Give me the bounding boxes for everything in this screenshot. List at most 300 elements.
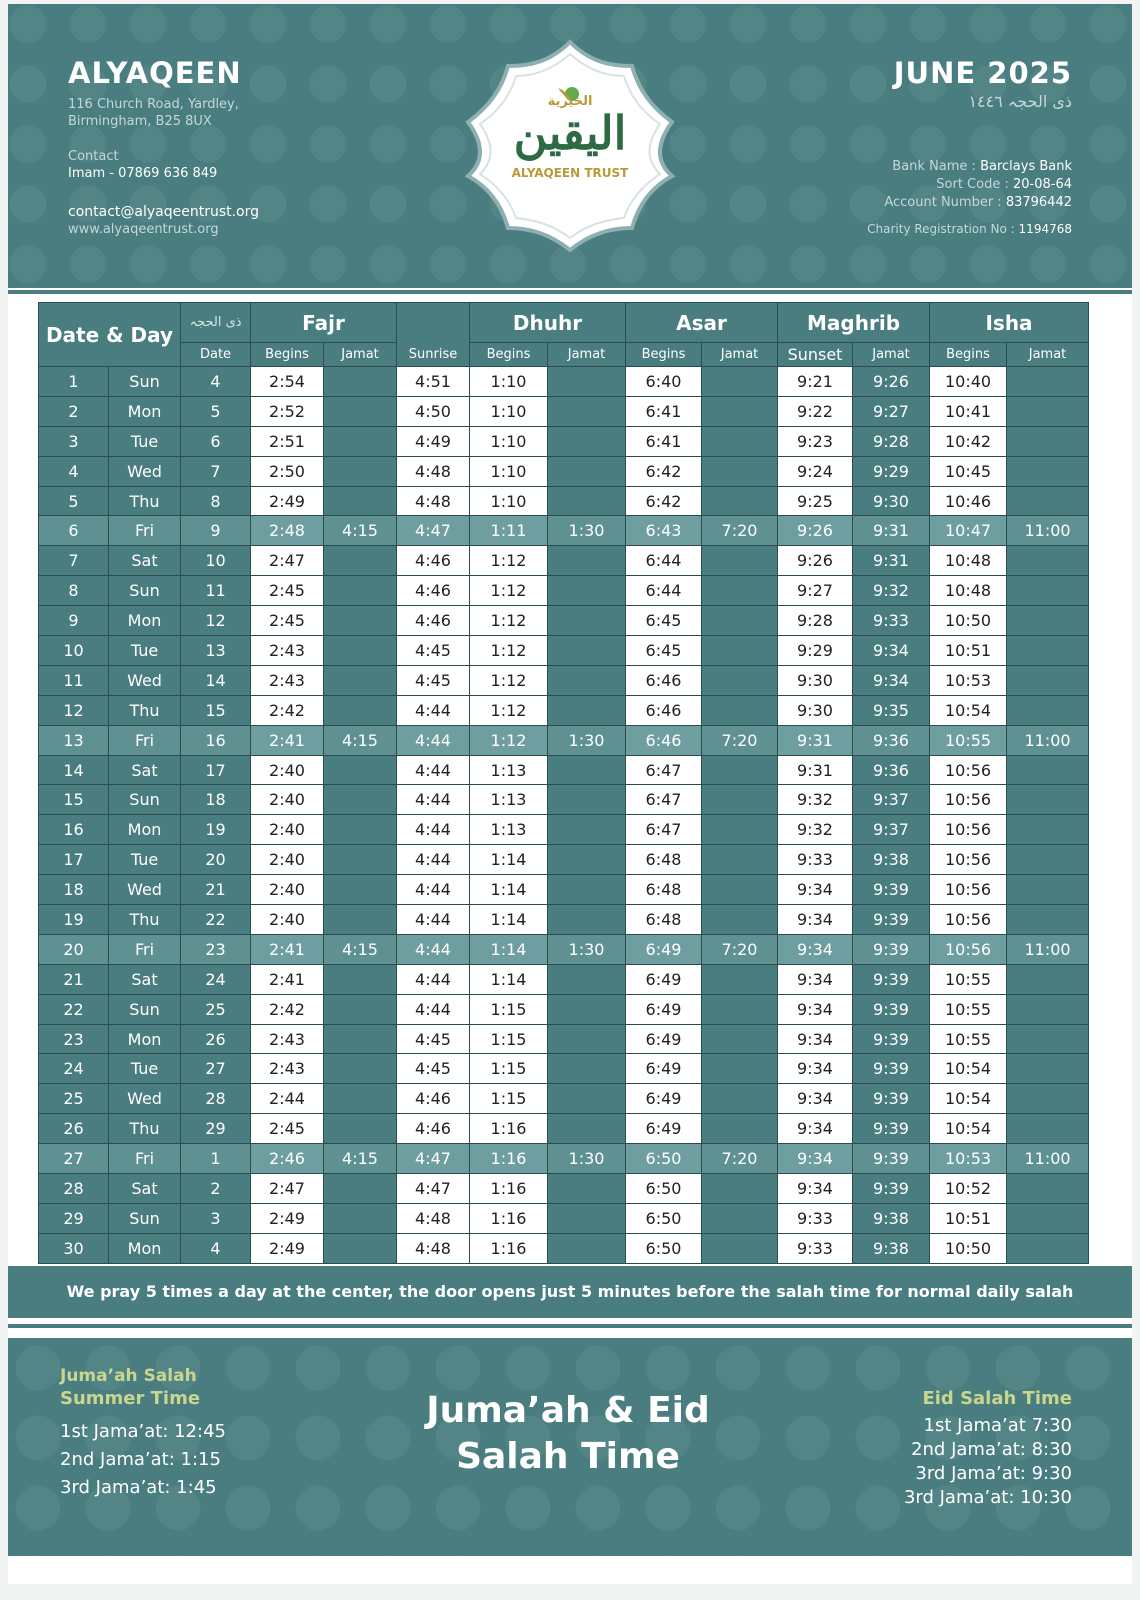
sort-code-row: [884, 176, 1072, 194]
cell-maghrib-jamat: 9:33: [853, 606, 930, 636]
cell-dhuhr-jamat: [548, 606, 626, 636]
cell-sunrise: 4:45: [397, 665, 470, 695]
cell-isha-jamat: [1007, 964, 1089, 994]
cell-day: Sat: [109, 755, 181, 785]
cell-fajr-begins: 2:47: [251, 546, 324, 576]
bank-details: [884, 158, 1072, 212]
table-row: [39, 755, 1089, 785]
cell-fajr-jamat: [324, 1203, 397, 1233]
cell-sunset: 9:34: [778, 905, 853, 935]
cell-day: Sat: [109, 546, 181, 576]
cell-sunset: 9:33: [778, 845, 853, 875]
website-link[interactable]: www.alyaqeentrust.org: [68, 222, 219, 237]
cell-hijri-date: 20: [181, 845, 251, 875]
cell-asar-begins: 6:48: [626, 845, 702, 875]
cell-fajr-jamat: [324, 426, 397, 456]
cell-fajr-begins: 2:49: [251, 1203, 324, 1233]
cell-hijri-date: 17: [181, 755, 251, 785]
cell-sunset: 9:28: [778, 606, 853, 636]
cell-asar-jamat: [702, 606, 778, 636]
cell-dhuhr-jamat: [548, 755, 626, 785]
cell-date: 6: [39, 516, 109, 546]
cell-sunset: 9:26: [778, 546, 853, 576]
table-row: [39, 1144, 1089, 1174]
cell-isha-jamat: [1007, 905, 1089, 935]
cell-maghrib-jamat: 9:38: [853, 845, 930, 875]
cell-dhuhr-begins: 1:13: [470, 815, 548, 845]
cell-dhuhr-jamat: [548, 1054, 626, 1084]
cell-date: 18: [39, 875, 109, 905]
table-row: [39, 367, 1089, 397]
cell-date: 8: [39, 576, 109, 606]
cell-isha-begins: 10:45: [930, 456, 1007, 486]
cell-sunrise: 4:46: [397, 576, 470, 606]
cell-hijri-date: 6: [181, 426, 251, 456]
cell-dhuhr-begins: 1:14: [470, 905, 548, 935]
cell-dhuhr-jamat: [548, 486, 626, 516]
cell-maghrib-jamat: 9:37: [853, 785, 930, 815]
cell-fajr-begins: 2:49: [251, 486, 324, 516]
cell-fajr-begins: 2:50: [251, 456, 324, 486]
cell-fajr-begins: 2:40: [251, 755, 324, 785]
table-row: [39, 934, 1089, 964]
cell-dhuhr-jamat: 1:30: [548, 725, 626, 755]
cell-asar-jamat: [702, 1084, 778, 1114]
cell-hijri-date: 27: [181, 1054, 251, 1084]
cell-hijri-date: 9: [181, 516, 251, 546]
cell-sunset: 9:26: [778, 516, 853, 546]
cell-sunset: 9:29: [778, 636, 853, 666]
cell-isha-begins: 10:54: [930, 1084, 1007, 1114]
cell-dhuhr-begins: 1:15: [470, 1084, 548, 1114]
cell-fajr-jamat: [324, 1024, 397, 1054]
cell-day: Fri: [109, 516, 181, 546]
cell-sunrise: 4:44: [397, 695, 470, 725]
cell-isha-begins: 10:54: [930, 1114, 1007, 1144]
cell-isha-jamat: [1007, 486, 1089, 516]
cell-asar-jamat: [702, 755, 778, 785]
cell-asar-begins: 6:49: [626, 964, 702, 994]
cell-maghrib-jamat: 9:39: [853, 1084, 930, 1114]
cell-asar-begins: 6:44: [626, 546, 702, 576]
cell-isha-begins: 10:55: [930, 1024, 1007, 1054]
cell-isha-begins: 10:53: [930, 665, 1007, 695]
cell-sunset: 9:25: [778, 486, 853, 516]
cell-isha-jamat: [1007, 1084, 1089, 1114]
table-row: [39, 875, 1089, 905]
contact-email[interactable]: contact@alyaqeentrust.org: [68, 204, 260, 220]
footer: [8, 1338, 1132, 1556]
cell-sunset: 9:30: [778, 695, 853, 725]
footer-divider: [8, 1324, 1132, 1328]
cell-dhuhr-begins: 1:13: [470, 755, 548, 785]
header-fajr-begins: Begins: [251, 343, 324, 367]
cell-sunrise: 4:44: [397, 815, 470, 845]
cell-dhuhr-begins: 1:12: [470, 546, 548, 576]
cell-hijri-date: 11: [181, 576, 251, 606]
cell-date: 19: [39, 905, 109, 935]
table-row: [39, 1084, 1089, 1114]
cell-isha-jamat: [1007, 546, 1089, 576]
cell-sunset: 9:34: [778, 1114, 853, 1144]
cell-asar-begins: 6:40: [626, 367, 702, 397]
cell-isha-begins: 10:55: [930, 725, 1007, 755]
cell-day: Thu: [109, 695, 181, 725]
header-asar-begins: Begins: [626, 343, 702, 367]
org-name: ALYAQEEN: [68, 56, 242, 90]
cell-maghrib-jamat: 9:39: [853, 1174, 930, 1204]
cell-sunrise: 4:44: [397, 964, 470, 994]
cell-asar-begins: 6:49: [626, 1084, 702, 1114]
cell-isha-jamat: [1007, 636, 1089, 666]
cell-maghrib-jamat: 9:39: [853, 1024, 930, 1054]
cell-hijri-date: 22: [181, 905, 251, 935]
cell-fajr-begins: 2:41: [251, 725, 324, 755]
cell-date: 10: [39, 636, 109, 666]
table-row: [39, 725, 1089, 755]
bank-name-label: Bank Name :: [892, 159, 981, 174]
cell-maghrib-jamat: 9:39: [853, 964, 930, 994]
cell-maghrib-jamat: 9:32: [853, 576, 930, 606]
cell-fajr-begins: 2:49: [251, 1233, 324, 1263]
cell-fajr-jamat: [324, 815, 397, 845]
header-fajr-jamat: Jamat: [324, 343, 397, 367]
eid-time: 1st Jama’at 7:30: [923, 1415, 1072, 1436]
trust-logo: [460, 36, 680, 256]
prayer-timetable: [38, 302, 1088, 1264]
cell-hijri-date: 29: [181, 1114, 251, 1144]
cell-hijri-date: 12: [181, 606, 251, 636]
cell-fajr-begins: 2:51: [251, 426, 324, 456]
cell-dhuhr-jamat: [548, 367, 626, 397]
cell-hijri-date: 3: [181, 1203, 251, 1233]
cell-fajr-jamat: [324, 606, 397, 636]
cell-date: 2: [39, 396, 109, 426]
table-row: [39, 905, 1089, 935]
cell-sunset: 9:31: [778, 725, 853, 755]
table-row: [39, 456, 1089, 486]
cell-fajr-begins: 2:48: [251, 516, 324, 546]
cell-hijri-date: 1: [181, 1144, 251, 1174]
cell-fajr-jamat: 4:15: [324, 516, 397, 546]
cell-sunrise: 4:44: [397, 755, 470, 785]
cell-fajr-jamat: 4:15: [324, 725, 397, 755]
cell-asar-jamat: [702, 785, 778, 815]
cell-dhuhr-begins: 1:15: [470, 994, 548, 1024]
cell-asar-begins: 6:49: [626, 1024, 702, 1054]
cell-sunrise: 4:48: [397, 1203, 470, 1233]
cell-sunset: 9:32: [778, 815, 853, 845]
cell-isha-jamat: 11:00: [1007, 725, 1089, 755]
cell-dhuhr-jamat: 1:30: [548, 1144, 626, 1174]
cell-asar-jamat: [702, 905, 778, 935]
cell-day: Sun: [109, 785, 181, 815]
cell-dhuhr-begins: 1:12: [470, 636, 548, 666]
cell-day: Thu: [109, 905, 181, 935]
cell-hijri-date: 10: [181, 546, 251, 576]
cell-maghrib-jamat: 9:39: [853, 875, 930, 905]
cell-sunset: 9:34: [778, 875, 853, 905]
cell-sunset: 9:34: [778, 1054, 853, 1084]
cell-asar-jamat: [702, 695, 778, 725]
cell-isha-jamat: [1007, 1114, 1089, 1144]
cell-dhuhr-jamat: [548, 905, 626, 935]
cell-day: Fri: [109, 725, 181, 755]
cell-asar-begins: 6:49: [626, 934, 702, 964]
jumah-time: 2nd Jama’at: 1:15: [60, 1449, 221, 1470]
cell-dhuhr-begins: 1:12: [470, 606, 548, 636]
cell-asar-jamat: [702, 994, 778, 1024]
cell-fajr-jamat: [324, 755, 397, 785]
cell-sunrise: 4:49: [397, 426, 470, 456]
cell-isha-begins: 10:56: [930, 875, 1007, 905]
cell-maghrib-jamat: 9:39: [853, 1054, 930, 1084]
cell-dhuhr-begins: 1:14: [470, 845, 548, 875]
cell-date: 1: [39, 367, 109, 397]
cell-fajr-begins: 2:40: [251, 815, 324, 845]
table-row: [39, 396, 1089, 426]
cell-dhuhr-begins: 1:10: [470, 367, 548, 397]
cell-isha-jamat: [1007, 875, 1089, 905]
cell-maghrib-jamat: 9:26: [853, 367, 930, 397]
cell-maghrib-jamat: 9:31: [853, 516, 930, 546]
cell-hijri-date: 23: [181, 934, 251, 964]
cell-asar-jamat: 7:20: [702, 725, 778, 755]
cell-fajr-jamat: [324, 905, 397, 935]
cell-maghrib-jamat: 9:39: [853, 905, 930, 935]
cell-asar-jamat: [702, 1203, 778, 1233]
cell-fajr-begins: 2:40: [251, 875, 324, 905]
cell-date: 29: [39, 1203, 109, 1233]
cell-sunrise: 4:45: [397, 1054, 470, 1084]
cell-asar-begins: 6:45: [626, 606, 702, 636]
table-row: [39, 695, 1089, 725]
cell-asar-begins: 6:46: [626, 665, 702, 695]
footer-title-line-1: Juma’ah & Eid: [426, 1390, 710, 1431]
cell-fajr-begins: 2:43: [251, 665, 324, 695]
jumah-time: 1st Jama’at: 12:45: [60, 1421, 226, 1442]
cell-fajr-jamat: [324, 665, 397, 695]
cell-date: 15: [39, 785, 109, 815]
cell-day: Tue: [109, 426, 181, 456]
cell-isha-jamat: 11:00: [1007, 1144, 1089, 1174]
cell-maghrib-jamat: 9:28: [853, 426, 930, 456]
sort-code-label: Sort Code :: [936, 177, 1013, 192]
cell-day: Mon: [109, 1233, 181, 1263]
table-row: [39, 964, 1089, 994]
cell-isha-jamat: [1007, 994, 1089, 1024]
cell-fajr-jamat: [324, 396, 397, 426]
cell-asar-jamat: [702, 426, 778, 456]
cell-asar-begins: 6:49: [626, 1054, 702, 1084]
cell-dhuhr-begins: 1:10: [470, 426, 548, 456]
cell-asar-begins: 6:41: [626, 396, 702, 426]
cell-isha-begins: 10:56: [930, 755, 1007, 785]
cell-hijri-date: 13: [181, 636, 251, 666]
cell-isha-jamat: [1007, 367, 1089, 397]
cell-asar-jamat: 7:20: [702, 516, 778, 546]
cell-dhuhr-jamat: [548, 815, 626, 845]
cell-isha-jamat: [1007, 456, 1089, 486]
table-row: [39, 1203, 1089, 1233]
cell-sunset: 9:34: [778, 1024, 853, 1054]
charity-registration: [867, 222, 1072, 236]
cell-sunrise: 4:44: [397, 875, 470, 905]
cell-day: Thu: [109, 1114, 181, 1144]
cell-fajr-jamat: [324, 785, 397, 815]
cell-dhuhr-begins: 1:16: [470, 1203, 548, 1233]
eid-time: 2nd Jama’at: 8:30: [911, 1439, 1072, 1460]
table-row: [39, 426, 1089, 456]
cell-isha-jamat: [1007, 1203, 1089, 1233]
cell-dhuhr-jamat: [548, 1203, 626, 1233]
cell-hijri-date: 26: [181, 1024, 251, 1054]
header-asar: Asar: [626, 303, 778, 343]
cell-isha-jamat: [1007, 845, 1089, 875]
header-fajr: Fajr: [251, 303, 397, 343]
cell-sunrise: 4:44: [397, 845, 470, 875]
table-row: [39, 785, 1089, 815]
cell-asar-jamat: [702, 1174, 778, 1204]
cell-dhuhr-begins: 1:16: [470, 1114, 548, 1144]
cell-isha-jamat: 11:00: [1007, 516, 1089, 546]
cell-isha-jamat: [1007, 606, 1089, 636]
cell-fajr-begins: 2:40: [251, 845, 324, 875]
cell-sunrise: 4:46: [397, 1084, 470, 1114]
cell-fajr-jamat: [324, 576, 397, 606]
cell-day: Tue: [109, 636, 181, 666]
cell-hijri-date: 24: [181, 964, 251, 994]
cell-day: Wed: [109, 1084, 181, 1114]
header-dhuhr-begins: Begins: [470, 343, 548, 367]
cell-asar-jamat: [702, 665, 778, 695]
table-row: [39, 1024, 1089, 1054]
cell-fajr-jamat: 4:15: [324, 934, 397, 964]
cell-dhuhr-begins: 1:16: [470, 1174, 548, 1204]
notice-banner: We pray 5 times a day at the center, the door opens just 5 minutes before the salah time for normal daily salah: [8, 1266, 1132, 1318]
header-sunrise: Sunrise: [397, 303, 470, 367]
cell-day: Mon: [109, 815, 181, 845]
header-sunset: Sunset: [778, 343, 853, 367]
cell-sunrise: 4:51: [397, 367, 470, 397]
cell-fajr-jamat: [324, 1233, 397, 1263]
cell-asar-jamat: [702, 875, 778, 905]
cell-day: Sat: [109, 964, 181, 994]
cell-dhuhr-begins: 1:12: [470, 576, 548, 606]
contact-label: Contact: [68, 149, 119, 164]
cell-dhuhr-begins: 1:12: [470, 725, 548, 755]
cell-fajr-jamat: [324, 994, 397, 1024]
cell-isha-jamat: [1007, 576, 1089, 606]
cell-isha-begins: 10:55: [930, 994, 1007, 1024]
cell-hijri-date: 14: [181, 665, 251, 695]
cell-fajr-begins: 2:44: [251, 1084, 324, 1114]
table-row: [39, 606, 1089, 636]
table-row: [39, 994, 1089, 1024]
cell-dhuhr-begins: 1:10: [470, 456, 548, 486]
cell-dhuhr-jamat: [548, 994, 626, 1024]
cell-fajr-jamat: [324, 546, 397, 576]
table-row: [39, 546, 1089, 576]
logo-arabic-small: الخيرية: [547, 94, 593, 109]
cell-hijri-date: 15: [181, 695, 251, 725]
cell-asar-begins: 6:42: [626, 486, 702, 516]
cell-date: 9: [39, 606, 109, 636]
cell-asar-jamat: [702, 1114, 778, 1144]
cell-fajr-begins: 2:52: [251, 396, 324, 426]
cell-date: 5: [39, 486, 109, 516]
cell-dhuhr-jamat: [548, 665, 626, 695]
cell-sunrise: 4:45: [397, 1024, 470, 1054]
cell-maghrib-jamat: 9:34: [853, 636, 930, 666]
cell-fajr-jamat: [324, 964, 397, 994]
cell-dhuhr-jamat: [548, 1174, 626, 1204]
cell-asar-jamat: [702, 486, 778, 516]
org-address: [68, 96, 298, 130]
cell-asar-begins: 6:47: [626, 755, 702, 785]
cell-date: 24: [39, 1054, 109, 1084]
cell-day: Wed: [109, 456, 181, 486]
cell-date: 14: [39, 755, 109, 785]
cell-isha-begins: 10:50: [930, 1233, 1007, 1263]
table-row: [39, 665, 1089, 695]
eid-time: 3rd Jama’at: 10:30: [903, 1487, 1072, 1508]
cell-maghrib-jamat: 9:36: [853, 725, 930, 755]
cell-asar-begins: 6:50: [626, 1233, 702, 1263]
cell-fajr-jamat: [324, 636, 397, 666]
cell-sunset: 9:30: [778, 665, 853, 695]
cell-sunrise: 4:46: [397, 546, 470, 576]
cell-asar-begins: 6:46: [626, 695, 702, 725]
cell-sunrise: 4:47: [397, 516, 470, 546]
cell-date: 21: [39, 964, 109, 994]
charity-number: 1194768: [1018, 222, 1072, 236]
cell-sunrise: 4:48: [397, 456, 470, 486]
cell-asar-begins: 6:44: [626, 576, 702, 606]
cell-date: 25: [39, 1084, 109, 1114]
cell-date: 22: [39, 994, 109, 1024]
cell-isha-jamat: [1007, 1054, 1089, 1084]
address-line-1: 116 Church Road, Yardley,: [68, 97, 239, 112]
cell-isha-jamat: [1007, 1233, 1089, 1263]
table-row: [39, 1233, 1089, 1263]
cell-asar-begins: 6:50: [626, 1174, 702, 1204]
cell-sunset: 9:27: [778, 576, 853, 606]
header-hijri-date: Date: [181, 343, 251, 367]
cell-asar-begins: 6:48: [626, 875, 702, 905]
account-label: Account Number :: [884, 195, 1006, 210]
jumah-label: Juma’ah Salah: [60, 1366, 197, 1386]
cell-date: 28: [39, 1174, 109, 1204]
cell-isha-begins: 10:56: [930, 815, 1007, 845]
cell-sunset: 9:34: [778, 934, 853, 964]
cell-fajr-begins: 2:41: [251, 934, 324, 964]
cell-fajr-jamat: [324, 456, 397, 486]
cell-fajr-jamat: [324, 486, 397, 516]
cell-dhuhr-jamat: 1:30: [548, 934, 626, 964]
cell-dhuhr-begins: 1:10: [470, 396, 548, 426]
cell-maghrib-jamat: 9:27: [853, 396, 930, 426]
cell-isha-begins: 10:40: [930, 367, 1007, 397]
cell-isha-begins: 10:50: [930, 606, 1007, 636]
cell-sunrise: 4:44: [397, 905, 470, 935]
cell-sunset: 9:21: [778, 367, 853, 397]
jumah-time: 3rd Jama’at: 1:45: [60, 1477, 217, 1498]
cell-isha-begins: 10:48: [930, 576, 1007, 606]
cell-day: Fri: [109, 1144, 181, 1174]
cell-date: 20: [39, 934, 109, 964]
cell-isha-begins: 10:56: [930, 785, 1007, 815]
